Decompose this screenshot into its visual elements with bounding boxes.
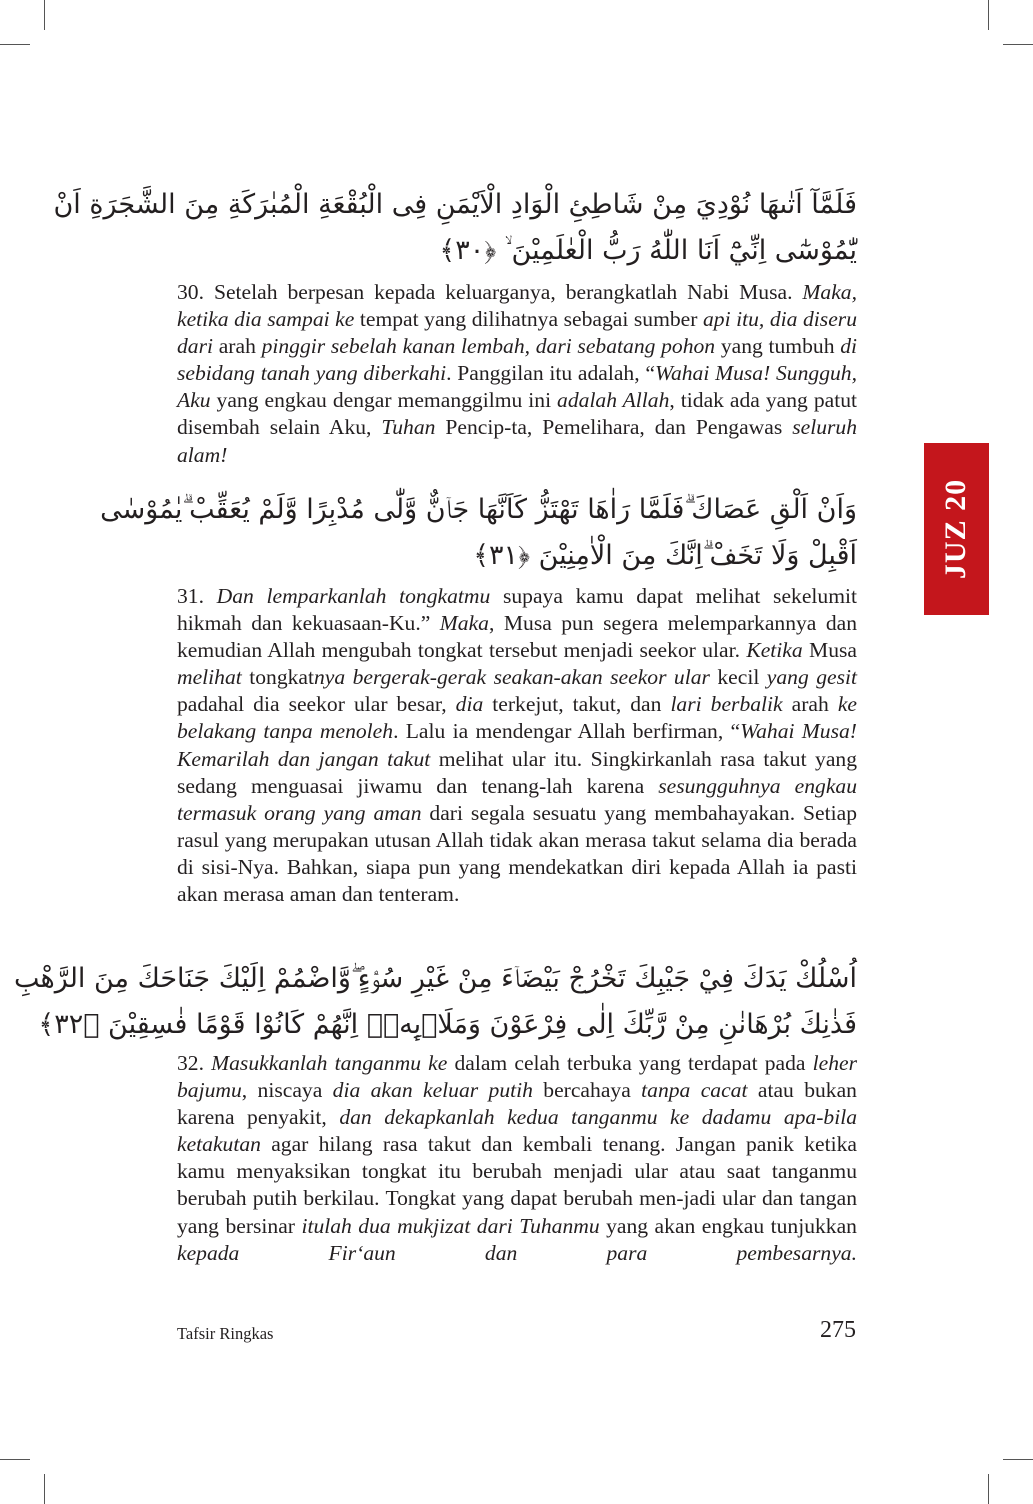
crop-mark [0,44,30,45]
crop-mark [44,1474,45,1504]
text: tempat yang dilihatnya sebagai sumber [354,307,703,332]
book-title: Tafsir Ringkas [177,1324,274,1343]
text: , Musa pun segera melemparkannya dan kemudian Allah mengubah tongkat tersebut menjadi seekor ular. [177,611,858,663]
text: , niscaya [241,1078,333,1103]
crop-mark [988,1474,989,1504]
page-number: 275 [820,1317,856,1343]
italic-text: Masukkanlah tanganmu ke [211,1051,448,1075]
arabic-verse-31 [100,487,857,579]
arabic-line: فَلَمَّآ اَتٰىهَا نُوْدِيَ مِنْ شَاطِئِ الْوَادِ الْاَيْمَنِ فِى الْبُقْعَةِ الْمُبٰرَكَةِ مِنَ الشَّجَرَةِ اَنْ [53,189,857,220]
text: arah [213,334,262,359]
italic-text: di sebidang tanah yang diberkahi [177,334,857,386]
italic-text: melihat [177,665,242,690]
arabic-verse-30 [53,182,857,274]
italic-text: yang gesit [766,665,857,690]
crop-mark [0,1459,30,1460]
arabic-verse-32 [14,956,857,1048]
text: dari segala sesuatu yang membahayakan. Setiap rasul yang merupakan utusan Allah tidak akan merasa takut selama dia berada di sisi-Nya. Bahkan, siapa pun yang mendekatkan diri kepada Allah ia pasti akan merasa aman dan tenteram. [177,800,857,907]
italic-text: Ketika [746,638,803,663]
italic-text: pinggir sebelah kanan lembah, dari sebatang pohon [261,334,716,359]
italic-text: tanpa cacat [641,1078,748,1103]
italic-text: seluruh alam! [177,415,858,467]
text: kecil [709,665,767,690]
text: bercahaya [532,1078,642,1103]
juz-tab [924,443,989,615]
italic-text: leher bajumu [177,1051,858,1103]
text: padahal dia seekor ular besar, [177,692,456,717]
text: 31. [177,584,217,608]
italic-text: adalah Allah [557,388,670,413]
italic-text: dia [455,692,484,717]
italic-text: api itu, dia diseru dari [177,307,857,359]
italic-text: dia akan keluar putih [332,1078,533,1103]
italic-text: dan dekapkanlah kedua tanganmu ke dadamu apa-bila ketakutan [177,1105,857,1157]
text: , tidak ada yang patut disembah selain Aku, [177,388,857,440]
text: atau bukan karena penyakit, [177,1078,857,1130]
text: 30. Setelah berpesan kepada keluarganya, berangkatlah Nabi Musa. [177,280,803,304]
text: yang engkau dengar memanggilmu ini [210,388,558,413]
italic-text: Dan lemparkanlah tongkatmu [216,584,491,608]
italic-text: Maka, ketika dia sampai ke [177,280,857,332]
text: yang akan engkau tunjukkan [599,1213,857,1238]
text: . Lalu ia mendengar Allah berfirman, “ [393,719,741,744]
text: . Panggilan itu adalah, “ [446,361,655,386]
crop-mark [44,0,45,30]
translation-31 [177,583,857,908]
italic-text: kepada Fir‘aun dan para pembesarnya. [177,1240,857,1265]
crop-mark [1003,1459,1033,1460]
italic-text: sesungguhnya engkau termasuk orang yang aman [177,773,857,825]
text: 32. [177,1051,212,1075]
text: yang tumbuh [715,334,841,359]
arabic-line: اُسْلُكْ يَدَكَ فِيْ جَيْبِكَ تَخْرُجْ بَيْضَاۤءَ مِنْ غَيْرِ سُوْۤءٍ ۖوَّاضْمُمْ اِلَيْكَ جَنَاحَكَ مِنَ الرَّهْبِ [14,963,857,994]
text: supaya kamu dapat melihat sekelumit hikmah dan kekuasaan-Ku.” [177,584,858,636]
translation-30 [177,279,857,469]
arabic-line: فَذٰنِكَ بُرْهَانٰنِ مِنْ رَّبِّكَ اِلٰى فِرْعَوْنَ وَمَلَا۟ىِٕهٖۗ اِنَّهُمْ كَانُوْا قَوْمًا فٰسِقِيْنَ ﴿٣٢﴾ [38,1009,857,1040]
italic-text: ke belakang tanpa menoleh [177,692,857,744]
italic-text: Wahai Musa! Sungguh, Aku [177,361,857,413]
italic-text: Wahai Musa! Kemarilah dan jangan takut [177,719,857,771]
italic-text: itulah dua mukjizat dari Tuhanmu [301,1213,600,1238]
text: Pencip-ta, Pemelihara, dan Pengawas [435,415,793,440]
text: terkejut, takut, dan [483,692,671,717]
italic-text: Tuhan [381,415,436,440]
text: melihat ular itu. Singkirkanlah rasa takut yang sedang menguasai jiwamu dan tenang-lah karena [177,746,857,798]
italic-text: nya bergerak-gerak seakan-akan seekor ular [314,665,710,690]
juz-label: JUZ 20 [939,478,973,580]
text: Musa [802,638,857,663]
text: dalam celah terbuka yang terdapat pada [447,1051,813,1075]
italic-text: Maka [439,611,489,636]
italic-text: lari berbalik [670,692,783,717]
translation-32 [177,1050,857,1267]
arabic-line: اَقْبِلْ وَلَا تَخَفْ ۗاِنَّكَ مِنَ الْاٰمِنِيْنَ ﴿٣١﴾ [473,540,857,571]
text: agar hilang rasa takut dan kembali tenang. Jangan panik ketika kamu menyaksikan tongkat itu berubah menjadi ular atau saat tanganmu berubah putih berkilau. Tongkat yang dapat berubah men-jadi ular dan tangan yang bersinar [177,1132,857,1238]
crop-mark [988,0,989,30]
arabic-line: وَاَنْ اَلْقِ عَصَاكَ ۗفَلَمَّا رَاٰهَا تَهْتَزُّ كَاَنَّهَا جَاۤنٌّ وَّلّٰى مُدْبِرًا وَّلَمْ يُعَقِّبْ ۗيٰمُوْسٰى [100,494,857,525]
crop-mark [1003,44,1033,45]
arabic-line: يّٰمُوْسٰٓى اِنِّيْٓ اَنَا اللّٰهُ رَبُّ الْعٰلَمِيْنَ ۙ ﴿٣٠﴾ [439,235,857,266]
text: tongkat [241,665,314,690]
text: arah [782,692,838,717]
